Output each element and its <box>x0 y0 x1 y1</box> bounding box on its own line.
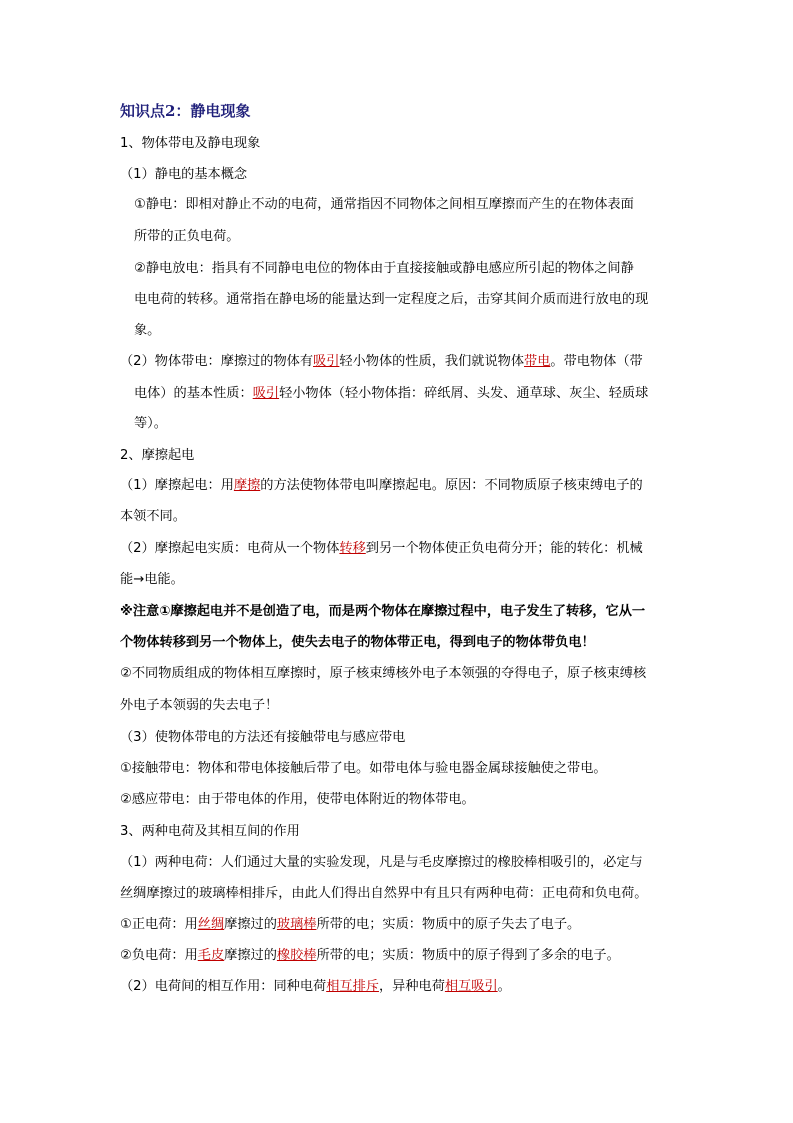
text-segment: 摩擦过的 <box>224 948 277 963</box>
heading-1: 1、物体带电及静电现象 <box>120 136 261 151</box>
paragraph-charged-object-cont <box>134 385 648 403</box>
text-segment: 所带的电；实质：物质中的原子失去了电子。 <box>316 917 581 932</box>
text-segment: 的方法使物体带电叫摩擦起电。原因：不同物质原子核束缚电子的 <box>260 478 643 493</box>
text-segment: 电体）的基本性质： <box>134 386 253 401</box>
paragraph-positive-charge <box>120 916 580 934</box>
keyword-silk: 丝绸 <box>197 917 225 932</box>
keyword-attract: 吸引 <box>313 354 340 369</box>
text-segment: 。带电物体（带 <box>550 354 643 369</box>
text-segment: （2）物体带电：摩擦过的物体有 <box>120 354 314 369</box>
text-segment: 到另一个物体使正负电荷分开；能的转化：机械 <box>365 541 643 556</box>
paragraph-charged-object-end: 等）。 <box>134 416 167 431</box>
keyword-fur: 毛皮 <box>197 948 225 963</box>
note-2: ②不同物质组成的物体相互摩擦时，原子核束缚核外电子本领强的夺得电子，原子核束缚核 <box>120 666 647 681</box>
text-segment: ②负电荷：用 <box>120 948 198 963</box>
paragraph-friction-essence-cont: 能→电能。 <box>120 572 184 587</box>
paragraph-charge-interaction <box>120 978 511 996</box>
section-title: 知识点2：静电现象 <box>120 102 251 120</box>
paragraph-friction-essence <box>120 540 643 558</box>
text-segment: ①正电荷：用 <box>120 917 198 932</box>
note-1: ※注意①摩擦起电并不是创造了电，而是两个物体在摩擦过程中，电子发生了转移，它从一 <box>120 604 646 619</box>
note-2-cont: 外电子本领弱的失去电子！ <box>120 698 279 713</box>
paragraph-static-electricity <box>134 196 634 214</box>
text-segment: 所带的电；实质：物质中的原子得到了多余的电子。 <box>316 948 620 963</box>
keyword-rubber-rod: 橡胶棒 <box>276 948 317 963</box>
keyword-attract-3: 相互吸引 <box>444 979 498 994</box>
note-1-cont: 个物体转移到另一个物体上，使失去电子的物体带正电，得到电子的物体带负电！ <box>120 635 595 650</box>
keyword-repel: 相互排斥 <box>326 979 379 994</box>
heading-2: 2、摩擦起电 <box>120 448 195 463</box>
text-segment: （2）摩擦起电实质：电荷从一个物体 <box>120 541 340 556</box>
text-segment: （1）摩擦起电：用 <box>120 478 234 493</box>
subheading-1-1: （1）静电的基本概念 <box>120 167 248 182</box>
keyword-glass-rod: 玻璃棒 <box>276 917 317 932</box>
paragraph-esd-cont-1: 电电荷的转移。通常指在静电场的能量达到一定程度之后，击穿其间介质而进行放电的现 <box>134 292 649 307</box>
paragraph-induction-charging: ②感应带电：由于带电体的作用，使带电体附近的物体带电。 <box>120 792 475 807</box>
text-segment: ，异种电荷 <box>378 979 445 994</box>
paragraph-static-electricity-cont: 所带的正负电荷。 <box>134 229 240 244</box>
keyword-friction: 摩擦 <box>233 478 261 493</box>
paragraph-friction <box>120 477 643 495</box>
paragraph-esd-cont-2: 象。 <box>134 323 161 338</box>
paragraph-negative-charge <box>120 947 620 965</box>
paragraph-charged-object <box>120 353 643 371</box>
paragraph-two-charges-cont: 丝绸摩擦过的玻璃棒相排斥，由此人们得出自然界中有且只有两种电荷：正电荷和负电荷。 <box>120 886 648 901</box>
text-segment: 轻小物体的性质，我们就说物体 <box>339 354 525 369</box>
paragraph-friction-cont: 本领不同。 <box>120 509 186 524</box>
keyword-transfer: 转移 <box>339 541 366 556</box>
paragraph-two-charges: （1）两种电荷：人们通过大量的实验发现，凡是与毛皮摩擦过的橡胶棒相吸引的，必定与 <box>120 855 643 870</box>
text-segment: 摩擦过的 <box>224 917 277 932</box>
text-segment: （2）电荷间的相互作用：同种电荷 <box>120 979 327 994</box>
text-line: ①静电：即相对静止不动的电荷，通常指因不同物体之间相互摩擦而产生的在物体表面 <box>134 197 634 212</box>
heading-3: 3、两种电荷及其相互间的作用 <box>120 824 300 839</box>
text-segment: 。 <box>497 979 511 994</box>
subheading-2-3: （3）使物体带电的方法还有接触带电与感应带电 <box>120 730 406 745</box>
text-segment: 轻小物体（轻小物体指：碎纸屑、头发、通草球、灰尘、轻质球 <box>279 386 649 401</box>
keyword-attract-2: 吸引 <box>252 386 280 401</box>
paragraph-contact-charging: ①接触带电：物体和带电体接触后带了电。如带电体与验电器金属球接触使之带电。 <box>120 761 607 776</box>
keyword-charged: 带电 <box>524 354 551 369</box>
paragraph-esd: ②静电放电：指具有不同静电电位的物体由于直接接触或静电感应所引起的物体之间静 <box>134 261 634 276</box>
